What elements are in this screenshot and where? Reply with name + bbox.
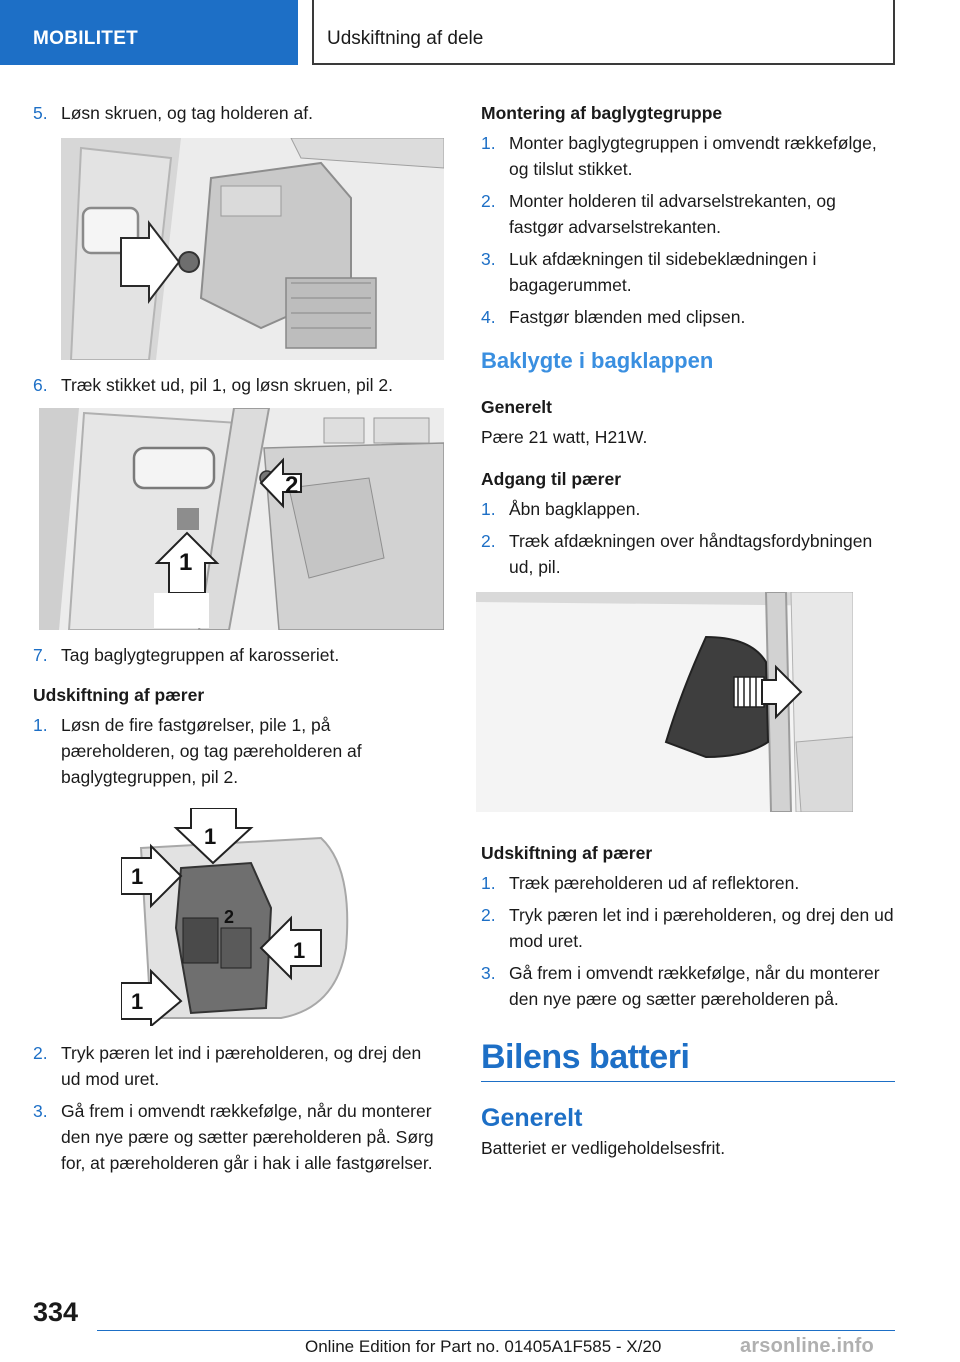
figure-connector-screw-drawing <box>39 408 444 630</box>
battery-text: Batteriet er vedligeholdelsesfrit. <box>481 1138 726 1158</box>
replace-step-1 <box>33 712 444 790</box>
step-text: Åbn bagklappen. <box>509 499 641 519</box>
general-text: Pære 21 watt, H21W. <box>481 427 648 447</box>
step-6 <box>33 372 444 398</box>
step-number: 3. <box>33 1101 48 1121</box>
chapter-heading-car-battery: Bilens batteri <box>481 1038 690 1076</box>
figure-holder-screw-drawing <box>61 138 444 360</box>
edition-text: Online Edition for Part no. 01405A1F585 - X/20 <box>305 1337 662 1356</box>
step-text: Fastgør blænden med clipsen. <box>509 307 746 327</box>
callout-1c: 1 <box>293 938 306 963</box>
mount-step-2 <box>481 188 895 240</box>
step-text: Tag baglygtegruppen af karosseriet. <box>61 645 340 665</box>
callout-2: 2 <box>224 907 235 927</box>
step-number: 5. <box>33 103 48 123</box>
step-number: 2. <box>33 1043 48 1063</box>
mount-heading: Montering af baglygtegruppe <box>481 103 723 123</box>
mount-step-1 <box>481 130 895 182</box>
step-text: Gå frem i omvendt rækkefølge, når du monterer den nye pære og sætter pæreholderen på. <box>509 963 880 1009</box>
step-text: Løsn de fire fastgørelser, pile 1, på pæreholderen, og tag pæreholderen af baglygtegruppen, pil 2. <box>61 715 362 787</box>
step-number: 1. <box>481 873 496 893</box>
access-heading: Adgang til pærer <box>481 469 622 489</box>
step-number: 2. <box>481 191 496 211</box>
chapter-heading-rule <box>481 1081 895 1082</box>
step-number: 6. <box>33 375 48 395</box>
figure-connector-screw <box>39 408 444 630</box>
figure-bulb-holder-drawing <box>121 808 357 1026</box>
step-text: Løsn skruen, og tag holderen af. <box>61 103 313 123</box>
access-step-2 <box>481 528 895 580</box>
mount-step-4 <box>481 304 895 330</box>
figure-handle-cover <box>476 592 853 812</box>
bulb-replace-heading: Udskiftning af pærer <box>33 685 205 705</box>
access-step-1 <box>481 496 895 522</box>
step-number: 7. <box>33 645 48 665</box>
callout-1a: 1 <box>204 824 217 849</box>
figure-bulb-holder <box>121 808 357 1026</box>
step-text: Træk stikket ud, pil 1, og løsn skruen, pil 2. <box>61 375 393 395</box>
step-number: 3. <box>481 249 496 269</box>
step-text: Monter baglygtegruppen i omvendt rækkefølge, og tilslut stikket. <box>509 133 877 179</box>
general-heading: Generelt <box>481 397 552 417</box>
replace-step-3 <box>33 1098 444 1176</box>
footer-rule <box>97 1330 895 1331</box>
callout-1: 1 <box>179 549 193 576</box>
step-text: Tryk pæren let ind i pæreholderen, og drej den ud mod uret. <box>509 905 894 951</box>
step-7 <box>33 642 444 668</box>
chapter-title: Udskiftning af dele <box>327 28 484 49</box>
figure-holder-screw <box>61 138 444 360</box>
step-text: Luk afdækningen til sidebeklædningen i bagagerummet. <box>509 249 817 295</box>
step-5 <box>33 100 444 126</box>
step-number: 4. <box>481 307 496 327</box>
step-text: Tryk pæren let ind i pæreholderen, og drej den ud mod uret. <box>61 1043 422 1089</box>
step-number: 1. <box>481 133 496 153</box>
right-column <box>481 100 895 1161</box>
callout-1d: 1 <box>131 989 144 1014</box>
replace-step-2 <box>33 1040 444 1092</box>
watermark: arsonline.info <box>740 1335 874 1357</box>
step-text: Gå frem i omvendt rækkefølge, når du monterer den nye pære og sætter pæreholderen på. Sørg for, at pæreholderen går i hak i alle fastgørelser. <box>61 1101 434 1173</box>
page-number: 334 <box>33 1297 79 1327</box>
callout-1b: 1 <box>131 864 144 889</box>
chapter-tab <box>312 0 895 65</box>
step-text: Træk afdækningen over håndtagsfordybningen ud, pil. <box>509 531 873 577</box>
step-text: Monter holderen til advarselstrekanten, og fastgør advarselstrekanten. <box>509 191 836 237</box>
step-number: 2. <box>481 531 496 551</box>
right-replace-step-1 <box>481 870 895 896</box>
subchapter-heading-general: Generelt <box>481 1104 583 1132</box>
right-bulb-replace-heading: Udskiftning af pærer <box>481 843 653 863</box>
step-number: 2. <box>481 905 496 925</box>
step-number: 1. <box>481 499 496 519</box>
step-number: 1. <box>33 715 48 735</box>
step-text: Træk pæreholderen ud af reflektoren. <box>509 873 800 893</box>
section-heading-tailgate-reverse-light: Baklygte i bagklappen <box>481 348 714 373</box>
figure-handle-cover-drawing <box>476 592 853 812</box>
section-title: MOBILITET <box>33 28 139 49</box>
mount-step-3 <box>481 246 895 298</box>
left-column <box>33 100 444 1182</box>
right-replace-step-2 <box>481 902 895 954</box>
right-replace-step-3 <box>481 960 895 1012</box>
section-tab <box>0 0 298 65</box>
step-number: 3. <box>481 963 496 983</box>
callout-2: 2 <box>285 472 299 499</box>
